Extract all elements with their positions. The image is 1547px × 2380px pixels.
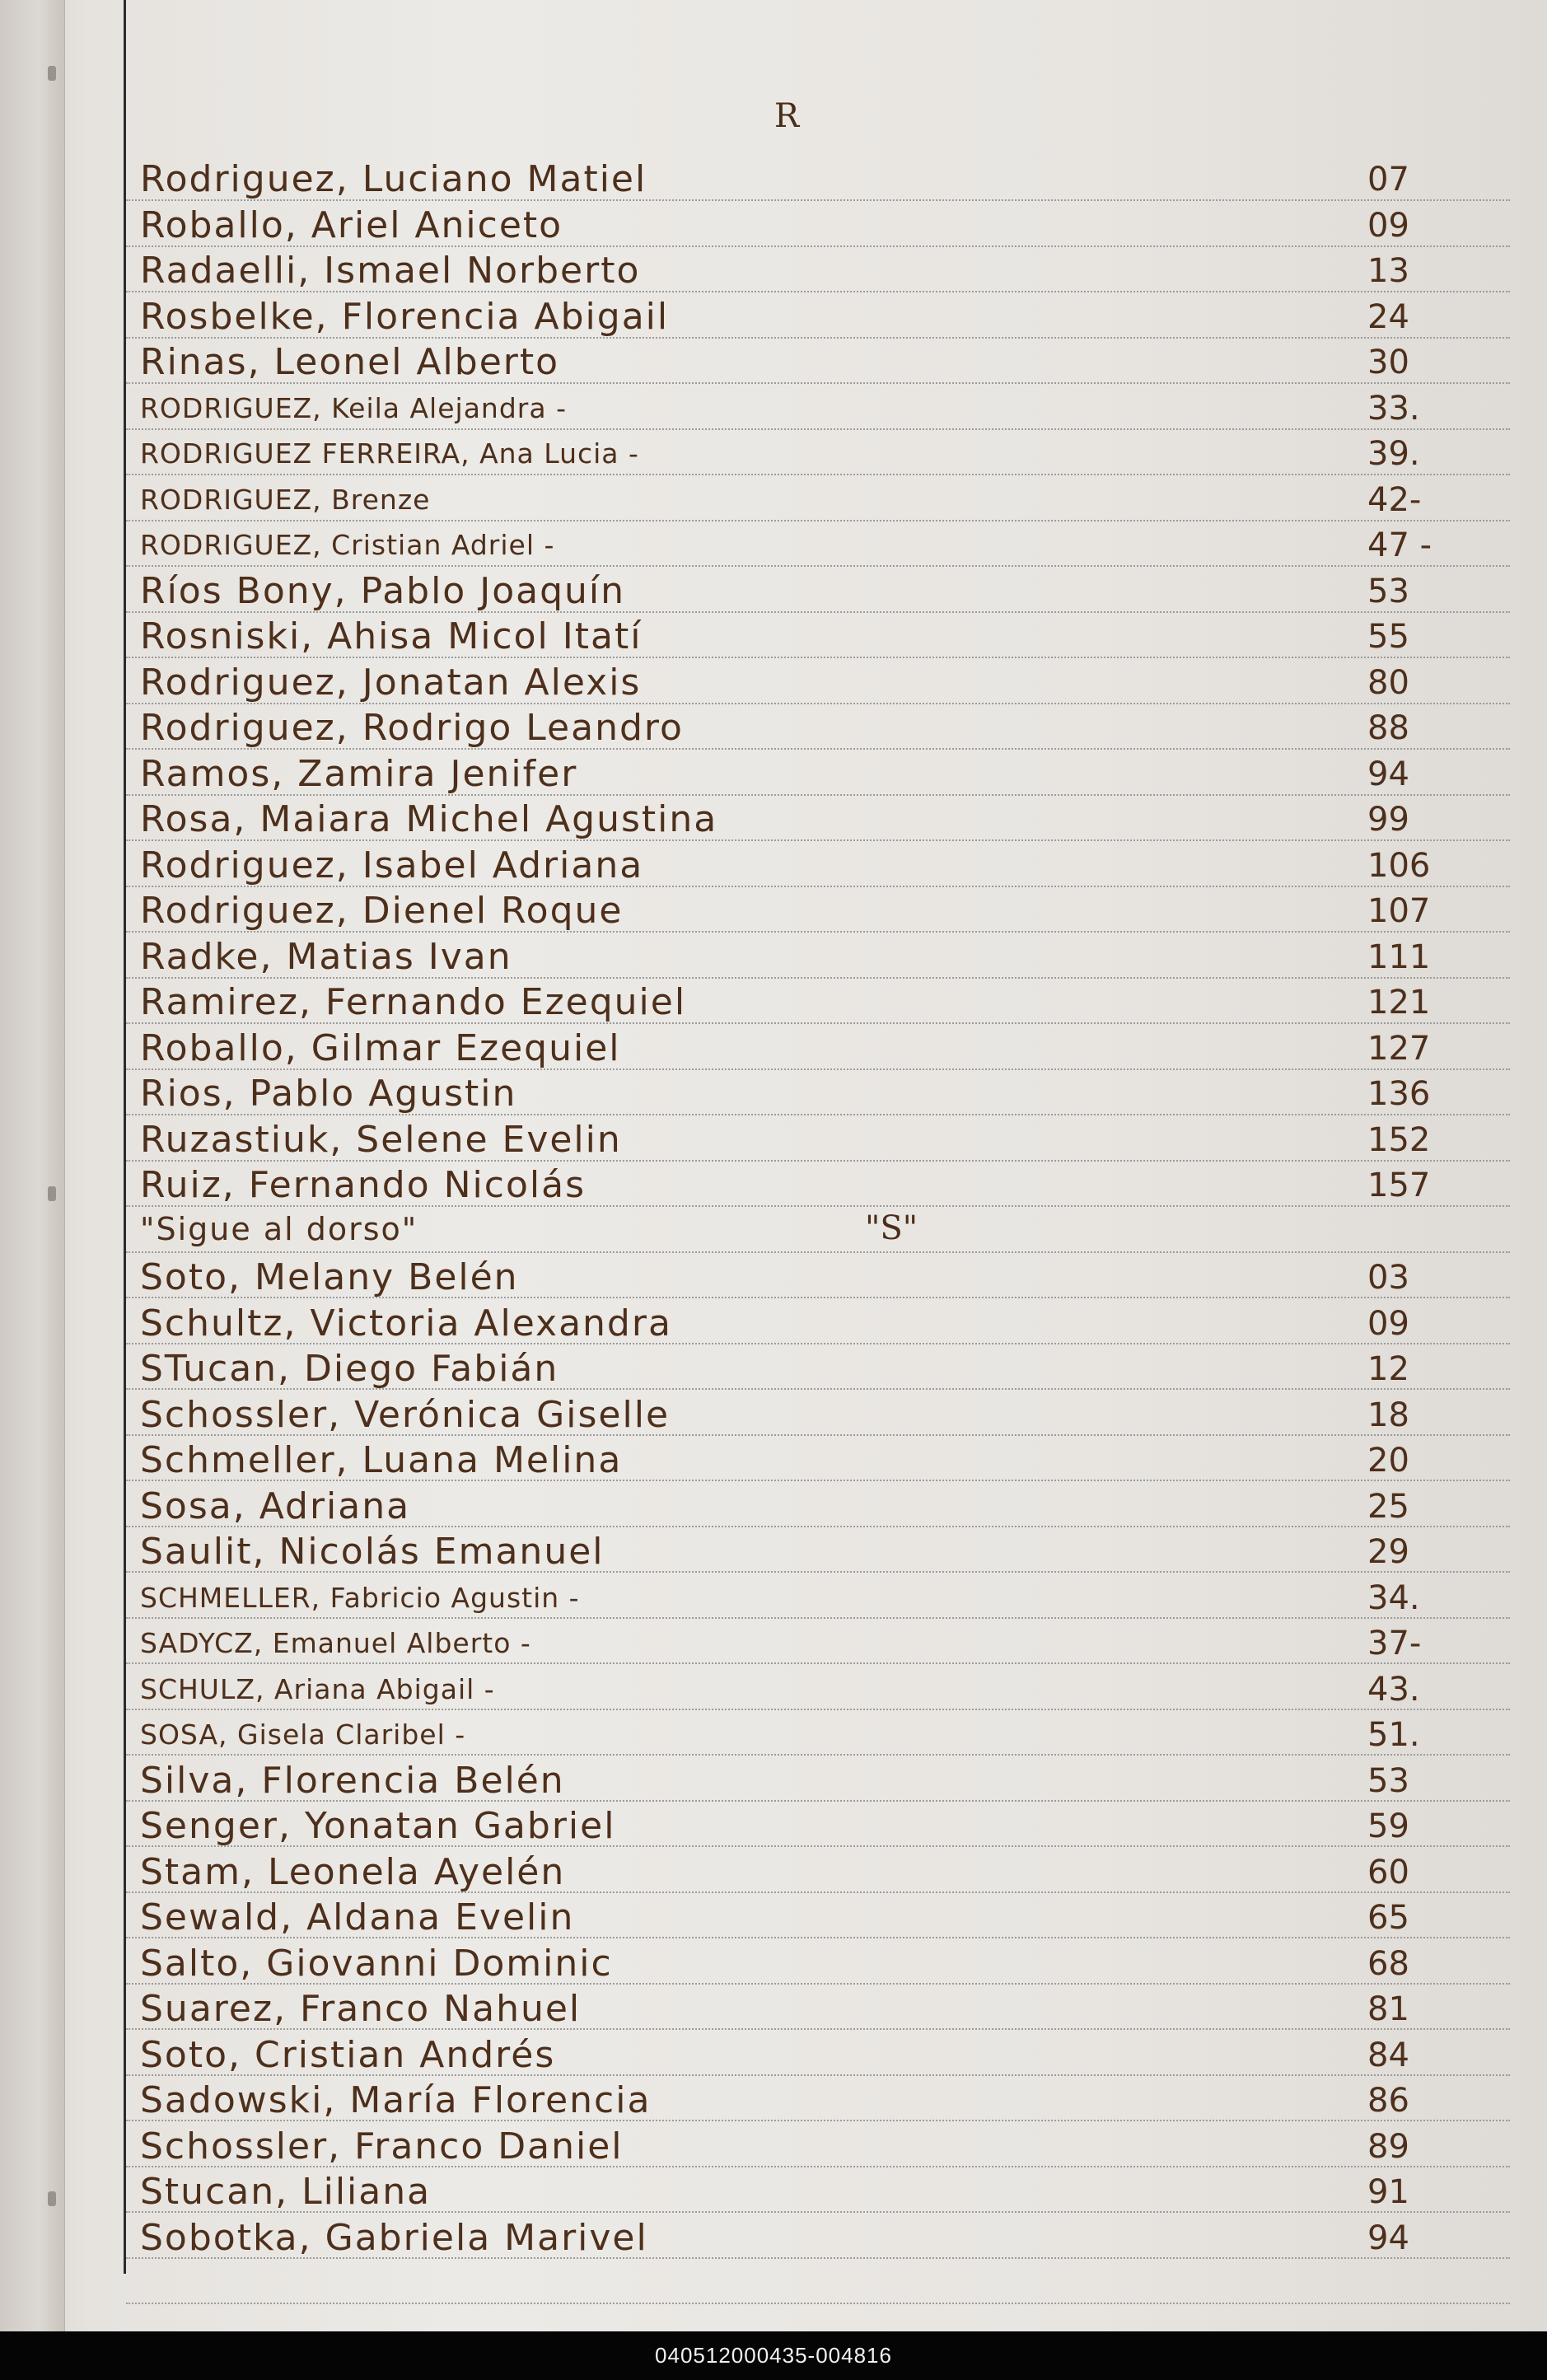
entry-number: 43. [1367, 1670, 1420, 1709]
list-item [140, 570, 1491, 613]
entry-number: 29 [1367, 1533, 1409, 1571]
list-item [140, 1073, 1491, 1115]
list-item [140, 1760, 1491, 1803]
entry-number: 136 [1367, 1075, 1431, 1113]
section-s-heading: "S" [865, 1209, 918, 1247]
entry-name: Schmeller, Luana Melina [140, 1439, 623, 1481]
entry-name: Rodriguez, Isabel Adriana [140, 844, 644, 886]
entry-name: Silva, Florencia Belén [140, 1759, 565, 1802]
list-item [140, 158, 1491, 201]
entry-number: 94 [1367, 755, 1409, 793]
entry-name: Rosbelke, Florencia Abigail [140, 295, 670, 338]
entry-number: 91 [1367, 2173, 1409, 2211]
entry-number: 86 [1367, 2082, 1409, 2120]
list-item [140, 1668, 1491, 1711]
entry-number: 99 [1367, 801, 1409, 839]
entry-number: 20 [1367, 1442, 1409, 1480]
entry-number: 68 [1367, 1944, 1409, 1983]
binding-hole [48, 1186, 56, 1201]
list-item [140, 1394, 1491, 1437]
entry-number: 157 [1367, 1167, 1431, 1204]
entry-name: Roballo, Ariel Aniceto [140, 203, 563, 246]
entry-number: 51. [1367, 1716, 1420, 1754]
list-item [140, 1302, 1491, 1345]
entry-name: Soto, Melany Belén [140, 1256, 519, 1298]
list-item [140, 1805, 1491, 1848]
list-item [140, 936, 1491, 979]
ruled-line [126, 2303, 1510, 2304]
entry-number: 81 [1367, 1990, 1409, 2028]
ruled-line [126, 1251, 1510, 1253]
entry-number: 121 [1367, 984, 1431, 1022]
entry-number: 152 [1367, 1120, 1431, 1159]
entry-number: 12 [1367, 1350, 1409, 1388]
entry-name: Schossler, Franco Daniel [140, 2125, 624, 2167]
entry-name: Rosniski, Ahisa Micol Itatí [140, 615, 643, 657]
entry-number: 65 [1367, 1899, 1409, 1937]
list-item [140, 707, 1491, 750]
entry-number: 94 [1367, 2219, 1409, 2257]
entry-name: RODRIGUEZ, Cristian Adriel - [140, 529, 555, 561]
entry-number: 107 [1367, 892, 1431, 930]
list-item [140, 250, 1491, 292]
binding-fold [0, 0, 65, 2331]
list-item [140, 1119, 1491, 1162]
list-item [140, 1577, 1491, 1620]
entry-number: 25 [1367, 1487, 1409, 1526]
list-item [140, 2125, 1491, 2168]
entry-name: Ruiz, Fernando Nicolás [140, 1164, 586, 1206]
list-item [140, 890, 1491, 933]
continuation-note: "Sigue al dorso" [140, 1211, 418, 1247]
entry-number: 88 [1367, 709, 1409, 747]
entry-name: Sosa, Adriana [140, 1485, 411, 1527]
list-item [140, 1027, 1491, 1070]
list-item [140, 753, 1491, 796]
entry-name: SCHMELLER, Fabricio Agustin - [140, 1581, 580, 1614]
entry-number: 80 [1367, 663, 1409, 702]
list-item [140, 387, 1491, 430]
entry-name: Sewald, Aldana Evelin [140, 1896, 575, 1938]
list-item [140, 981, 1491, 1024]
entry-name: Stucan, Liliana [140, 2171, 432, 2213]
list-item [140, 341, 1491, 384]
entry-number: 34. [1367, 1578, 1420, 1617]
list-item [140, 204, 1491, 247]
entry-name: Suarez, Franco Nahuel [140, 1988, 582, 2030]
entry-name: Ramirez, Fernando Ezequiel [140, 981, 687, 1023]
list-item [140, 1896, 1491, 1939]
entry-number: 37- [1367, 1625, 1422, 1662]
list-item [140, 1851, 1491, 1894]
entry-number: 18 [1367, 1396, 1409, 1434]
entry-number: 39. [1367, 435, 1420, 473]
entry-name: Radaelli, Ismael Norberto [140, 250, 641, 292]
list-item [140, 524, 1491, 567]
list-item [140, 1943, 1491, 1985]
list-item [140, 1256, 1491, 1299]
entry-name: Ramos, Zamira Jenifer [140, 752, 578, 795]
entry-name: Sadowski, María Florencia [140, 2079, 652, 2121]
entry-name: Senger, Yonatan Gabriel [140, 1805, 616, 1847]
list-item [140, 2171, 1491, 2214]
scan-id: 040512000435-004816 [655, 2343, 892, 2368]
entry-name: Rodriguez, Dienel Roque [140, 890, 624, 932]
entry-number: 106 [1367, 846, 1431, 885]
binding-hole [48, 2191, 56, 2206]
entry-number: 84 [1367, 2036, 1409, 2074]
entry-number: 07 [1367, 161, 1409, 199]
entry-name: Ruzastiuk, Selene Evelin [140, 1118, 622, 1161]
entry-number: 53 [1367, 1761, 1409, 1800]
list-item [140, 844, 1491, 887]
binding-hole [48, 66, 56, 81]
list-item [140, 479, 1491, 521]
entry-number: 89 [1367, 2127, 1409, 2166]
entry-name: Radke, Matias Ivan [140, 935, 512, 978]
entry-name: Rosa, Maiara Michel Agustina [140, 798, 718, 840]
entry-name: Rinas, Leonel Alberto [140, 341, 560, 383]
list-item [140, 1714, 1491, 1756]
list-item [140, 433, 1491, 475]
entry-name: Sobotka, Gabriela Marivel [140, 2216, 648, 2259]
entry-name: Schultz, Victoria Alexandra [140, 1302, 672, 1344]
entry-name: RODRIGUEZ, Keila Alejandra - [140, 391, 567, 424]
entry-number: 24 [1367, 297, 1409, 336]
entry-number: 09 [1367, 206, 1409, 245]
entry-name: SOSA, Gisela Claribel - [140, 1718, 466, 1751]
list-item [140, 1439, 1491, 1482]
entry-number: 127 [1367, 1029, 1431, 1068]
entry-name: Ríos Bony, Pablo Joaquín [140, 569, 625, 612]
entry-name: SADYCZ, Emanuel Alberto - [140, 1627, 531, 1659]
entry-name: Rodriguez, Luciano Matiel [140, 158, 647, 200]
entry-name: Salto, Giovanni Dominic [140, 1942, 613, 1985]
entry-name: Rodriguez, Rodrigo Leandro [140, 707, 684, 749]
list-item [140, 1531, 1491, 1573]
entry-name: RODRIGUEZ, Brenze [140, 483, 431, 516]
entry-name: RODRIGUEZ FERREIRA, Ana Lucia - [140, 437, 639, 470]
entry-name: SCHULZ, Ariana Abigail - [140, 1672, 495, 1705]
scan-id-footer [0, 2331, 1547, 2380]
list-item [140, 1485, 1491, 1528]
list-item [140, 798, 1491, 841]
section-r-heading: R [774, 97, 800, 135]
list-item [140, 2217, 1491, 2260]
entry-number: 09 [1367, 1304, 1409, 1343]
entry-name: Rodriguez, Jonatan Alexis [140, 661, 642, 704]
list-item [140, 615, 1491, 658]
list-item [140, 2034, 1491, 2077]
entry-number: 33. [1367, 389, 1420, 428]
list-item [140, 1164, 1491, 1207]
list-item [140, 1988, 1491, 2031]
entry-name: Soto, Cristian Andrés [140, 2033, 556, 2076]
entry-name: Stam, Leonela Ayelén [140, 1850, 566, 1893]
entry-number: 53 [1367, 572, 1409, 610]
entry-number: 13 [1367, 252, 1409, 290]
entry-name: Roballo, Gilmar Ezequiel [140, 1026, 621, 1069]
entry-number: 55 [1367, 618, 1409, 656]
entry-number: 59 [1367, 1807, 1409, 1845]
entry-number: 03 [1367, 1259, 1409, 1297]
entry-number: 42- [1367, 480, 1422, 519]
entry-number: 30 [1367, 344, 1409, 381]
entry-number: 60 [1367, 1853, 1409, 1891]
margin-line [124, 0, 126, 2274]
list-item [140, 1622, 1491, 1665]
entry-name: Schossler, Verónica Giselle [140, 1393, 671, 1436]
entry-number: 47 - [1367, 526, 1432, 564]
entry-name: STucan, Diego Fabián [140, 1348, 559, 1390]
list-item [140, 662, 1491, 704]
entry-name: Rios, Pablo Agustin [140, 1073, 517, 1115]
list-item [140, 296, 1491, 339]
list-item [140, 1348, 1491, 1391]
list-item [140, 2079, 1491, 2122]
entry-name: Saulit, Nicolás Emanuel [140, 1531, 605, 1573]
entry-number: 111 [1367, 938, 1431, 976]
